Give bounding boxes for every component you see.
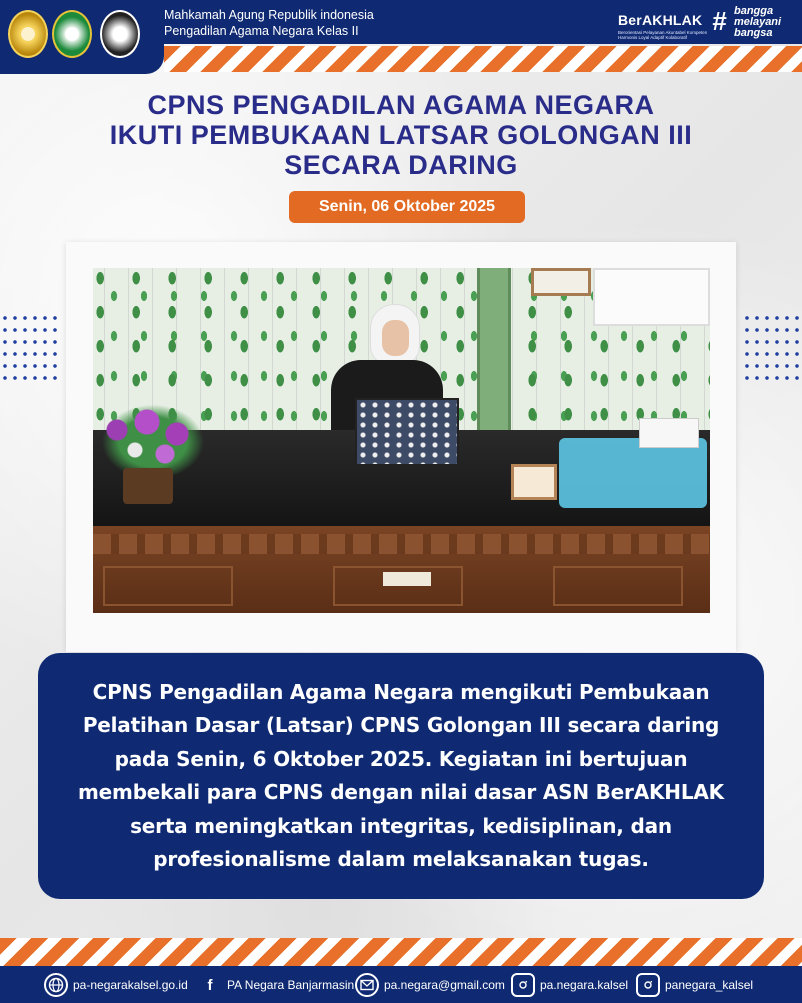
title-line-2: IKUTI PEMBUKAAN LATSAR GOLONGAN III	[109, 120, 693, 150]
photo-laptop	[355, 398, 459, 466]
email-text: pa.negara@gmail.com	[384, 978, 505, 992]
website-contact[interactable]	[44, 973, 188, 997]
tagline-2: melayani	[734, 16, 782, 28]
photo-desk-panel	[553, 566, 683, 606]
facebook-icon: f	[207, 976, 213, 994]
brand-subtitle: Berorientasi Pelayanan Akuntabel Kompeten Harmonis Loyal Adaptif Kolaboratif	[618, 30, 708, 40]
footer-stripe	[0, 938, 802, 966]
header	[0, 0, 802, 74]
mahkamah-agung-logo	[8, 10, 48, 58]
footer	[0, 966, 802, 1003]
photo-desk-carving	[93, 534, 710, 554]
instagram-icon	[511, 973, 535, 997]
dots-decoration-left	[0, 312, 60, 382]
hashtag-icon: #	[712, 6, 727, 36]
instagram-contact-1[interactable]	[511, 973, 628, 997]
photo-tray	[559, 438, 707, 508]
date-badge: Senin, 06 Oktober 2025	[289, 191, 525, 223]
org-line-1: Mahkamah Agung Republik indonesia	[164, 8, 374, 22]
dots-decoration-right	[742, 312, 802, 382]
description-text: CPNS Pengadilan Agama Negara mengikuti Pembukaan Pelatihan Dasar (Latsar) CPNS Golongan III secara daring pada Senin, 6 Oktober 2025. Kegiatan ini bertujuan membekali para CPNS dengan nilai dasar ASN BerAKHLAK serta meningkatkan integritas, kedisiplinan, dan profesionalisme dalam melaksanakan tugas.	[78, 679, 724, 871]
page-title	[20, 90, 782, 180]
instagram-icon	[636, 973, 660, 997]
photo-tissue-box	[639, 418, 699, 448]
photo-nameplate	[383, 572, 431, 586]
email-icon	[355, 973, 379, 997]
email-contact[interactable]	[355, 973, 505, 997]
photo-wall-frame	[531, 268, 591, 296]
pengadilan-agama-logo	[52, 10, 92, 58]
photo-desk-frame	[511, 464, 557, 500]
description-box	[38, 653, 764, 899]
website-text: pa-negarakalsel.go.id	[73, 978, 188, 992]
org-line-2: Pengadilan Agama Negara Kelas II	[164, 24, 359, 38]
tagline-1: bangga	[734, 5, 774, 17]
logo-tab	[0, 0, 164, 74]
title-line-3: SECARA DARING	[284, 150, 518, 180]
photo-flowers	[93, 398, 213, 478]
event-photo	[93, 268, 710, 613]
photo-person-face	[382, 320, 409, 356]
instagram-text-2: panegara_kalsel	[665, 978, 754, 992]
brand-name: BerAKHLAK	[618, 12, 703, 28]
brand-tagline	[734, 6, 781, 39]
organization-name	[164, 7, 374, 39]
facebook-text: PA Negara Banjarmasin	[227, 978, 355, 992]
instagram-contact-2[interactable]	[636, 973, 753, 997]
title-line-1: CPNS PENGADILAN AGAMA NEGARA	[147, 90, 655, 120]
globe-icon	[44, 973, 68, 997]
berakhlak-brand	[616, 4, 786, 42]
badge-logo	[100, 10, 140, 58]
photo-vase	[123, 468, 173, 504]
facebook-contact[interactable]	[198, 973, 354, 997]
photo-desk-panel	[103, 566, 233, 606]
instagram-text-1: pa.negara.kalsel	[540, 978, 629, 992]
tagline-3: bangsa	[734, 27, 773, 39]
header-stripe	[164, 46, 802, 72]
photo-whiteboard	[593, 268, 710, 326]
